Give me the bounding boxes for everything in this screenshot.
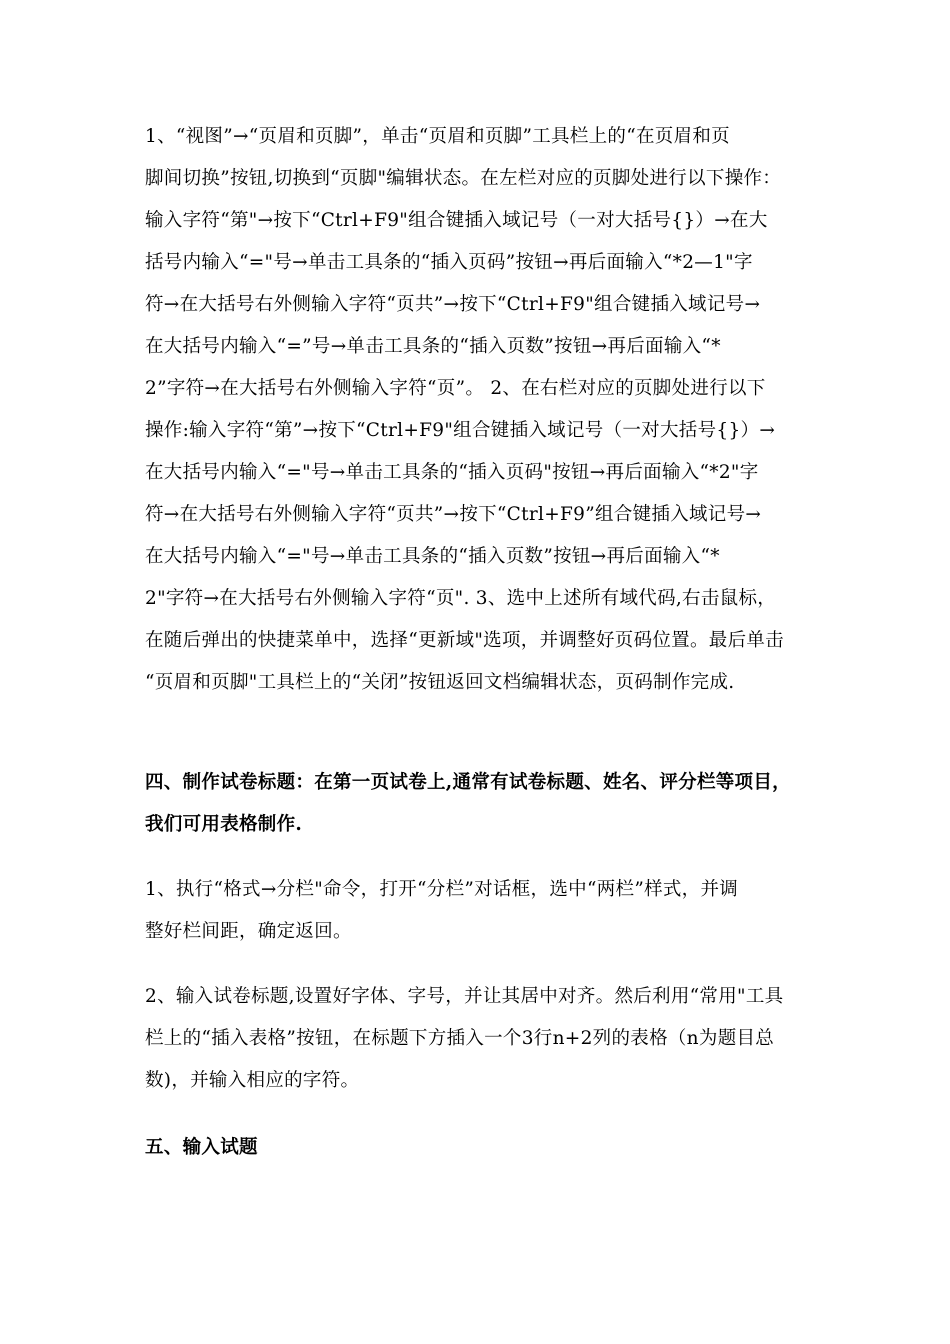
section-heading-5 bbox=[145, 1135, 810, 1177]
text-line: 1、“视图”→“页眉和页脚”，单击“页眉和页脚”工具栏上的“在页眉和页 bbox=[145, 126, 730, 147]
text-line: 2"字符→在大括号右外侧输入字符“页". 3、选中上述所有域代码,右击鼠标， bbox=[145, 588, 777, 609]
text-line: 在大括号内输入“="号→单击工具条的“插入页码"按钮→再后面输入“*2"字 bbox=[145, 462, 759, 483]
paragraph-title-table-step bbox=[145, 984, 810, 1110]
heading-line: 四、制作试卷标题：在第一页试卷上,通常有试卷标题、姓名、评分栏等项目， bbox=[145, 772, 791, 793]
text-line: 数)，并输入相应的字符。 bbox=[145, 1070, 360, 1091]
text-line: 整好栏间距，确定返回。 bbox=[145, 921, 352, 942]
text-line: 2”字符→在大括号右外侧输入字符“页”。 2、在右栏对应的页脚处进行以下 bbox=[145, 378, 766, 399]
text-line: 输入字符“第"→按下“Ctrl+F9"组合键插入域记号（一对大括号{}）→在大 bbox=[145, 210, 768, 231]
text-line: 脚间切换”按钮,切换到“页脚"编辑状态。在左栏对应的页脚处进行以下操作： bbox=[145, 168, 782, 189]
heading-line: 五、输入试题 bbox=[145, 1137, 258, 1158]
text-line: 括号内输入“="号→单击工具条的“插入页码”按钮→再后面输入“*2—1"字 bbox=[145, 252, 753, 273]
text-line: 在随后弹出的快捷菜单中，选择“更新域"选项，并调整好页码位置。最后单击 bbox=[145, 630, 784, 651]
paragraph-columns-step bbox=[145, 877, 810, 961]
text-line: 符→在大括号右外侧输入字符“页共”→按下“Ctrl+F9"组合键插入域记号→ bbox=[145, 294, 761, 315]
paragraph-page-numbering-steps bbox=[145, 124, 810, 712]
text-line: 在大括号内输入“=”号→单击工具条的“插入页数”按钮→再后面输入“* bbox=[145, 336, 721, 357]
section-heading-4 bbox=[145, 770, 810, 854]
text-line: 2、输入试卷标题,设置好字体、字号，并让其居中对齐。然后利用“常用"工具 bbox=[145, 986, 784, 1007]
text-line: “页眉和页脚"工具栏上的“关闭”按钮返回文档编辑状态，页码制作完成. bbox=[145, 672, 735, 693]
text-line: 1、执行“格式→分栏"命令，打开“分栏”对话框，选中“两栏”样式，并调 bbox=[145, 879, 739, 900]
heading-line: 我们可用表格制作. bbox=[145, 814, 303, 835]
text-line: 在大括号内输入“="号→单击工具条的“插入页数”按钮→再后面输入“* bbox=[145, 546, 720, 567]
text-line: 符→在大括号右外侧输入字符“页共”→按下“Ctrl+F9”组合键插入域记号→ bbox=[145, 504, 762, 525]
text-line: 操作:输入字符“第”→按下“Ctrl+F9"组合键插入域记号（一对大括号{}）→ bbox=[145, 420, 776, 441]
text-line: 栏上的“插入表格”按钮，在标题下方插入一个3行n+2列的表格（n为题目总 bbox=[145, 1028, 775, 1049]
